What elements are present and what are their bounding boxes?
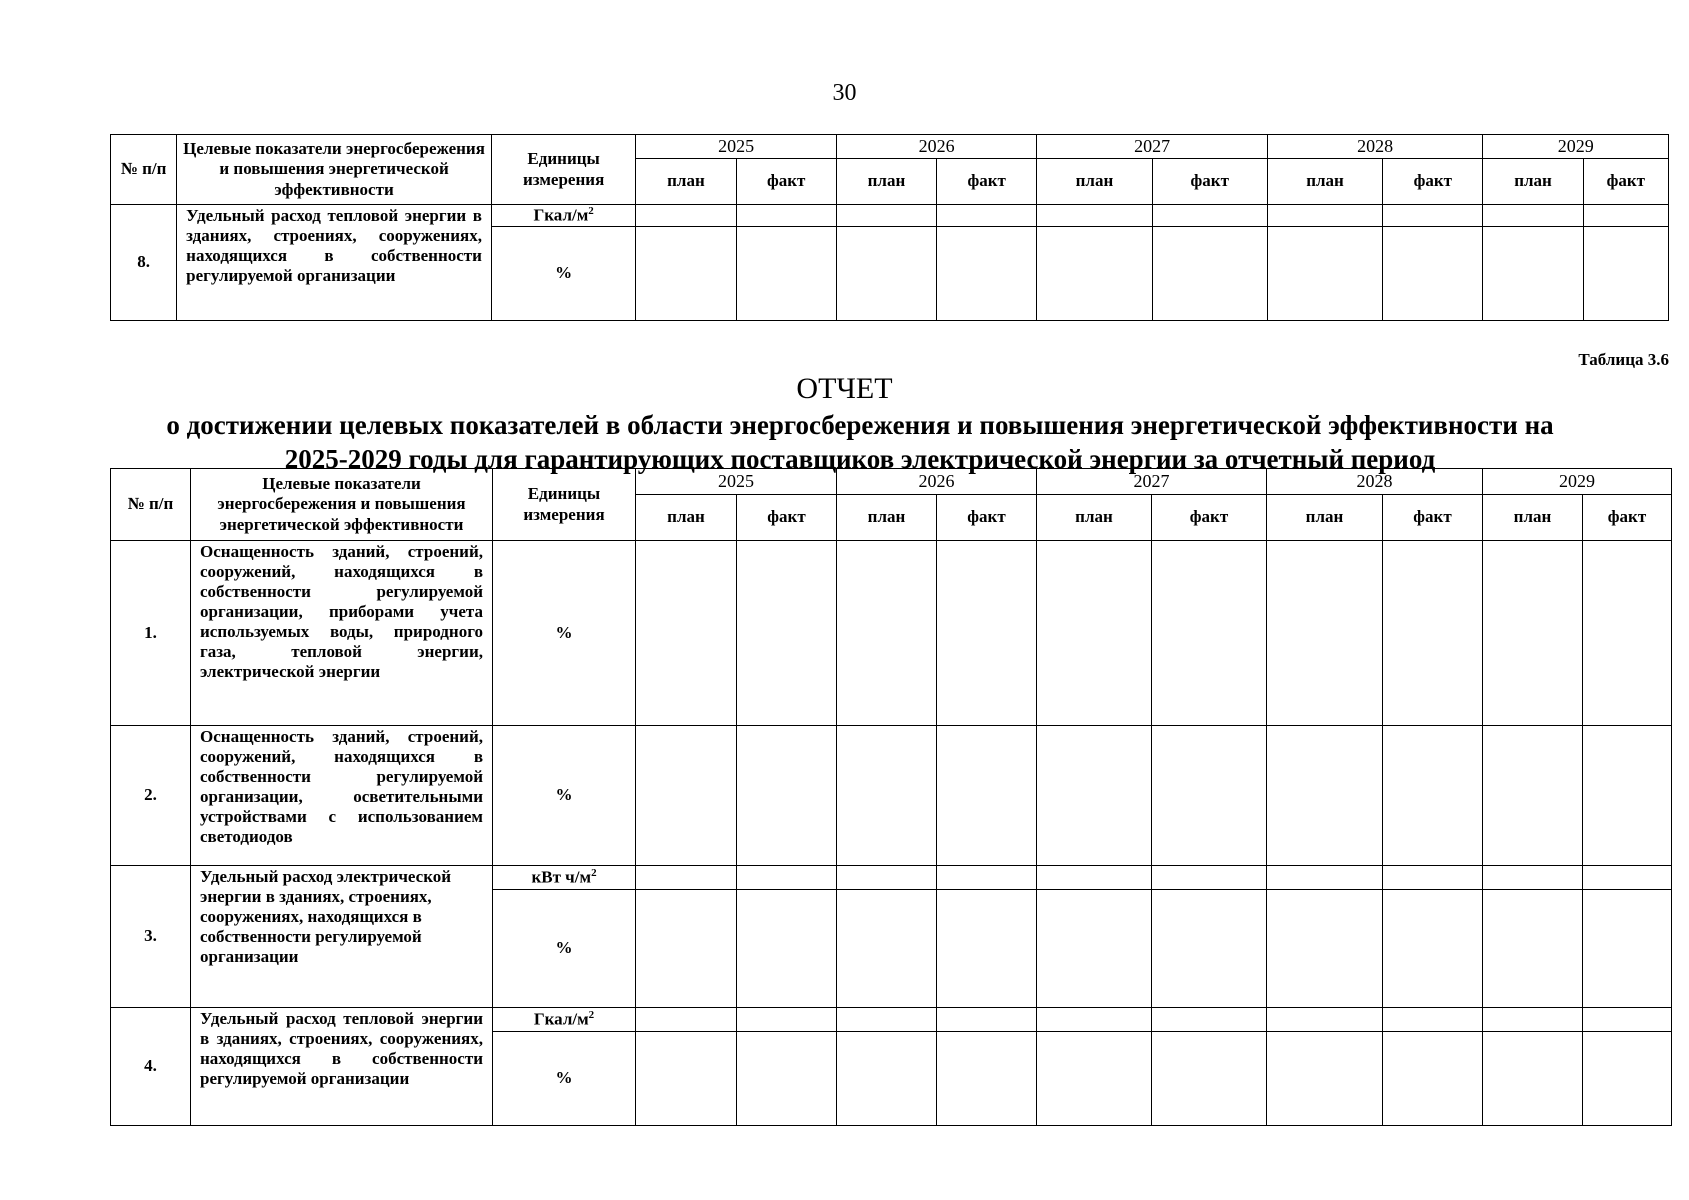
value-cell (1037, 866, 1152, 890)
header-plan: план (636, 495, 737, 541)
table-row (111, 541, 1672, 726)
table-label: Таблица 3.6 (1578, 350, 1669, 369)
row-unit-percent: % (493, 1032, 636, 1126)
value-cell (1383, 866, 1483, 890)
table-row (111, 866, 1672, 890)
header-year: 2028 (1267, 135, 1483, 159)
row-indicator: Удельный расход тепловой энергии в зданиях, строениях, сооружениях, находящихся в собственности регулируемой организации (177, 205, 492, 321)
header-year: 2026 (836, 135, 1037, 159)
value-cell (1583, 1032, 1672, 1126)
row-unit-percent: % (493, 890, 636, 1008)
header-fact: факт (737, 495, 837, 541)
value-cell (937, 866, 1037, 890)
value-cell (1037, 1032, 1152, 1126)
header-fact: факт (937, 159, 1037, 205)
value-cell (1583, 866, 1672, 890)
value-cell (1483, 1032, 1583, 1126)
row-number: 8. (111, 205, 177, 321)
header-year: 2027 (1037, 135, 1268, 159)
header-plan: план (1483, 159, 1583, 205)
row-unit: Гкал/$м^2$ (491, 205, 635, 227)
value-cell (1152, 227, 1267, 321)
table-row (111, 1008, 1672, 1032)
value-cell (737, 866, 837, 890)
value-cell (1583, 726, 1672, 866)
header-plan: план (1267, 159, 1382, 205)
value-cell (937, 890, 1037, 1008)
value-cell (1483, 205, 1583, 227)
value-cell (1383, 205, 1483, 227)
value-cell (1483, 890, 1583, 1008)
header-fact: факт (1383, 495, 1483, 541)
header-fact: факт (1152, 495, 1267, 541)
row-indicator: Оснащенность зданий, строений, сооружений, находящихся в собственности регулируемой организации, осветительными устройствами с использованием светодиодов (191, 726, 493, 866)
value-cell (737, 726, 837, 866)
value-cell (636, 866, 737, 890)
header-units: Единицы измерения (493, 469, 636, 541)
value-cell (1152, 1032, 1267, 1126)
value-cell (1583, 541, 1672, 726)
row-unit: % (493, 541, 636, 726)
value-cell (1383, 541, 1483, 726)
header-plan: план (1267, 495, 1383, 541)
value-cell (1383, 1008, 1483, 1032)
header-plan: план (1037, 159, 1152, 205)
header-num: № п/п (111, 469, 191, 541)
value-cell (837, 866, 937, 890)
header-plan: план (1037, 495, 1152, 541)
value-cell (737, 541, 837, 726)
value-cell (1152, 866, 1267, 890)
value-cell (937, 1032, 1037, 1126)
value-cell (1483, 726, 1583, 866)
value-cell (636, 227, 736, 321)
header-year: 2027 (1037, 469, 1267, 495)
value-cell (937, 1008, 1037, 1032)
header-plan: план (1483, 495, 1583, 541)
header-year: 2029 (1483, 135, 1669, 159)
row-indicator: Оснащенность зданий, строений, сооружений, находящихся в собственности регулируемой организации, приборами учета используемых воды, природного газа, тепловой энергии, электрической энергии (191, 541, 493, 726)
value-cell (837, 890, 937, 1008)
row-number: 4. (111, 1008, 191, 1126)
header-year: 2025 (636, 135, 837, 159)
header-num: № п/п (111, 135, 177, 205)
value-cell (937, 726, 1037, 866)
value-cell (1583, 890, 1672, 1008)
report-subtitle: о достижении целевых показателей в области энергосбережения и повышения энергетической эффективности на 2025-2029 годы для гарантирующих поставщиков электрической энергии за отчетный период (166, 410, 1554, 474)
value-cell (1152, 1008, 1267, 1032)
row-number: 1. (111, 541, 191, 726)
row-number: 2. (111, 726, 191, 866)
table-row (111, 205, 1669, 227)
header-year: 2028 (1267, 469, 1483, 495)
value-cell (636, 205, 736, 227)
value-cell (636, 1032, 737, 1126)
row-unit-percent: % (491, 227, 635, 321)
value-cell (836, 205, 936, 227)
header-plan: план (636, 159, 736, 205)
header-fact: факт (1383, 159, 1483, 205)
value-cell (737, 1032, 837, 1126)
header-units: Единицы измерения (491, 135, 635, 205)
value-cell (937, 205, 1037, 227)
header-year: 2029 (1483, 469, 1672, 495)
value-cell (1267, 541, 1383, 726)
value-cell (737, 1008, 837, 1032)
value-cell (636, 1008, 737, 1032)
value-cell (1483, 227, 1583, 321)
header-fact: факт (736, 159, 836, 205)
value-cell (736, 205, 836, 227)
value-cell (1037, 205, 1152, 227)
value-cell (1152, 726, 1267, 866)
header-indicator: Целевые показатели энергосбережения и повышения энергетической эффективности (191, 469, 493, 541)
report-title: ОТЧЕТ (796, 372, 893, 405)
value-cell (1483, 541, 1583, 726)
value-cell (1152, 890, 1267, 1008)
value-cell (1267, 890, 1383, 1008)
value-cell (1037, 1008, 1152, 1032)
value-cell (737, 890, 837, 1008)
value-cell (837, 541, 937, 726)
row-unit: Гкал/$м^2$ (493, 1008, 636, 1032)
value-cell (1037, 726, 1152, 866)
header-fact: факт (937, 495, 1037, 541)
value-cell (1383, 726, 1483, 866)
value-cell (1267, 726, 1383, 866)
value-cell (736, 227, 836, 321)
value-cell (937, 541, 1037, 726)
page-number: 30 (832, 80, 857, 106)
value-cell (1267, 866, 1383, 890)
header-indicator: Целевые показатели энергосбережения и повышения энергетической эффективности (177, 135, 492, 205)
header-year: 2025 (636, 469, 837, 495)
value-cell (836, 227, 936, 321)
value-cell (1037, 227, 1152, 321)
row-indicator: Удельный расход тепловой энергии в зданиях, строениях, сооружениях, находящихся в собственности регулируемой организации (191, 1008, 493, 1126)
row-unit: % (493, 726, 636, 866)
value-cell (1383, 227, 1483, 321)
header-fact: факт (1583, 159, 1668, 205)
value-cell (1267, 1032, 1383, 1126)
row-unit: кВт $ч/м^2$ (493, 866, 636, 890)
header-fact: факт (1152, 159, 1267, 205)
value-cell (636, 541, 737, 726)
value-cell (1583, 1008, 1672, 1032)
indicators-table-continued (110, 134, 1669, 321)
value-cell (636, 726, 737, 866)
value-cell (1152, 205, 1267, 227)
header-year: 2026 (837, 469, 1037, 495)
value-cell (1483, 1008, 1583, 1032)
value-cell (1267, 205, 1382, 227)
row-number: 3. (111, 866, 191, 1008)
value-cell (1152, 541, 1267, 726)
value-cell (1583, 205, 1668, 227)
row-indicator: Удельный расход электрической энергии в зданиях, строениях, сооружениях, находящихся в собственности регулируемой организации (191, 866, 493, 1008)
value-cell (1037, 541, 1152, 726)
value-cell (937, 227, 1037, 321)
value-cell (636, 890, 737, 1008)
report-table (110, 468, 1672, 1126)
header-plan: план (836, 159, 936, 205)
value-cell (1037, 890, 1152, 1008)
value-cell (1267, 227, 1382, 321)
value-cell (837, 1008, 937, 1032)
value-cell (837, 726, 937, 866)
header-fact: факт (1583, 495, 1672, 541)
header-plan: план (837, 495, 937, 541)
value-cell (837, 1032, 937, 1126)
value-cell (1267, 1008, 1383, 1032)
value-cell (1483, 866, 1583, 890)
value-cell (1383, 890, 1483, 1008)
value-cell (1383, 1032, 1483, 1126)
table-row (111, 726, 1672, 866)
value-cell (1583, 227, 1668, 321)
